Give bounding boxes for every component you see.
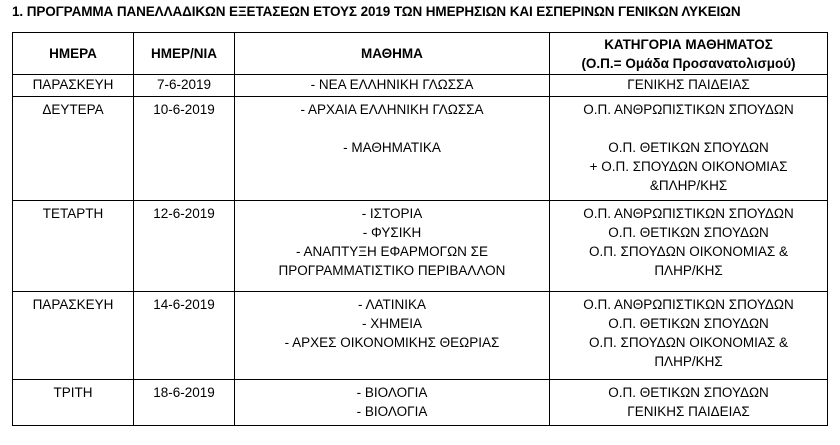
category-item: ΠΛΗΡ/ΚΗΣ (654, 263, 723, 278)
exam-schedule-table (12, 32, 828, 426)
category-item: Ο.Π. ΘΕΤΙΚΩΝ ΣΠΟΥΔΩΝ (608, 316, 769, 331)
subject-item: - ΜΑΘΗΜΑΤΙΚΑ (343, 140, 441, 155)
row-day: ΠΑΡΑΣΚΕΥΗ (13, 292, 134, 380)
row-subjects (235, 292, 550, 380)
subject-item: - ΦΥΣΙΚΗ (362, 225, 422, 240)
subject-item: - ΧΗΜΕΙΑ (361, 316, 422, 331)
row-date: 7-6-2019 (134, 75, 235, 97)
row-date: 12-6-2019 (134, 201, 235, 292)
row-categories (550, 380, 828, 426)
header-date: ΗΜΕΡ/ΝΙΑ (134, 33, 235, 75)
subject-item: - ΙΣΤΟΡΙΑ (361, 206, 423, 221)
row-day: ΤΕΤΑΡΤΗ (13, 201, 134, 292)
row-date: 18-6-2019 (134, 380, 235, 426)
row-subjects (235, 75, 550, 97)
category-item: Ο.Π. ΘΕΤΙΚΩΝ ΣΠΟΥΔΩΝ (608, 385, 769, 400)
table-row (13, 97, 828, 201)
category-item: ΓΕΝΙΚΗΣ ΠΑΙΔΕΙΑΣ (627, 404, 750, 419)
category-item: ΓΕΝΙΚΗΣ ΠΑΙΔΕΙΑΣ (627, 77, 750, 92)
row-categories (550, 201, 828, 292)
row-day: ΔΕΥΤΕΡΑ (13, 97, 134, 201)
table-row (13, 292, 828, 380)
category-item: Ο.Π. ΘΕΤΙΚΩΝ ΣΠΟΥΔΩΝ (608, 225, 769, 240)
header-category (550, 33, 828, 75)
header-category-title: ΚΑΤΗΓΟΡΙΑ ΜΑΘΗΜΑΤΟΣ (604, 36, 773, 52)
header-subject: ΜΑΘΗΜΑ (235, 33, 550, 75)
row-subjects (235, 97, 550, 201)
subject-item: - ΝΕΑ ΕΛΛΗΝΙΚΗ ΓΛΩΣΣΑ (310, 77, 474, 92)
row-day: ΤΡΙΤΗ (13, 380, 134, 426)
category-item: Ο.Π. ΘΕΤΙΚΩΝ ΣΠΟΥΔΩΝ (608, 140, 769, 155)
table-row (13, 75, 828, 97)
category-item: &ΠΛΗΡ/ΚΗΣ (649, 178, 728, 193)
table-row (13, 201, 828, 292)
row-date: 10-6-2019 (134, 97, 235, 201)
row-subjects (235, 380, 550, 426)
subject-item: - ΑΡΧΕΣ ΟΙΚΟΝΟΜΙΚΗΣ ΘΕΩΡΙΑΣ (284, 335, 500, 350)
header-category-note: (Ο.Π.= Ομάδα Προσανατολισμού) (581, 55, 796, 71)
subject-item: ΠΡΟΓΡΑΜΜΑΤΙΣΤΙΚΟ ΠΕΡΙΒΑΛΛΟΝ (278, 263, 506, 278)
category-item: Ο.Π. ΣΠΟΥΔΩΝ ΟΙΚΟΝΟΜΙΑΣ & (589, 244, 788, 259)
subject-item: - ΑΡΧΑΙΑ ΕΛΛΗΝΙΚΗ ΓΛΩΣΣΑ (300, 102, 484, 117)
row-date: 14-6-2019 (134, 292, 235, 380)
header-day: ΗΜΕΡΑ (13, 33, 134, 75)
row-categories (550, 97, 828, 201)
document-title: 1. ΠΡΟΓΡΑΜΜΑ ΠΑΝΕΛΛΑΔΙΚΩΝ ΕΞΕΤΑΣΕΩΝ ΕΤΟΥΣ 2019 ΤΩΝ ΗΜΕΡΗΣΙΩΝ ΚΑΙ ΕΣΠΕΡΙΝΩΝ ΓΕΝΙΚΩΝ ΛΥΚΕΙΩΝ (12, 4, 741, 19)
category-item: Ο.Π. ΑΝΘΡΩΠΙΣΤΙΚΩΝ ΣΠΟΥΔΩΝ (583, 206, 794, 221)
row-subjects (235, 201, 550, 292)
category-item: + Ο.Π. ΣΠΟΥΔΩΝ ΟΙΚΟΝΟΜΙΑΣ (589, 159, 788, 174)
row-categories (550, 75, 828, 97)
category-item: ΠΛΗΡ/ΚΗΣ (654, 354, 723, 369)
subject-item: - ΛΑΤΙΝΙΚΑ (357, 297, 427, 312)
row-day: ΠΑΡΑΣΚΕΥΗ (13, 75, 134, 97)
subject-item: - ΑΝΑΠΤΥΞΗ ΕΦΑΡΜΟΓΩΝ ΣΕ (295, 244, 489, 259)
table-row (13, 380, 828, 426)
category-item: Ο.Π. ΣΠΟΥΔΩΝ ΟΙΚΟΝΟΜΙΑΣ & (589, 335, 788, 350)
category-item: Ο.Π. ΑΝΘΡΩΠΙΣΤΙΚΩΝ ΣΠΟΥΔΩΝ (583, 297, 794, 312)
table-header-row (13, 33, 828, 75)
row-categories (550, 292, 828, 380)
category-item: Ο.Π. ΑΝΘΡΩΠΙΣΤΙΚΩΝ ΣΠΟΥΔΩΝ (583, 102, 794, 117)
subject-item: - ΒΙΟΛΟΓΙΑ (356, 404, 428, 419)
subject-item: - ΒΙΟΛΟΓΙΑ (356, 385, 428, 400)
